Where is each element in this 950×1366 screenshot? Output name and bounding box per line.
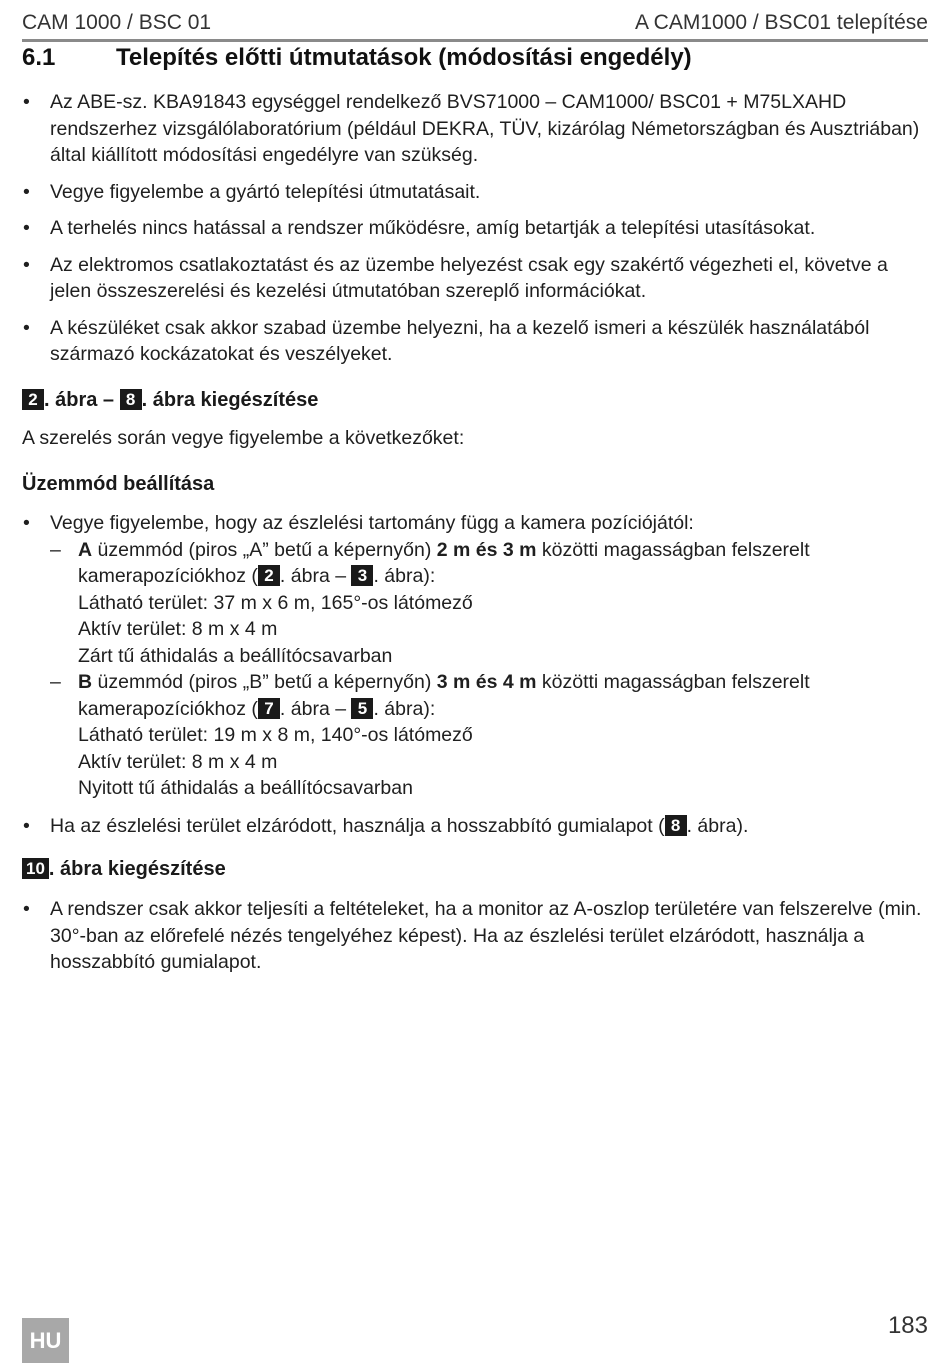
list-item: • A rendszer csak akkor teljesíti a feltételeket, ha a monitor az A-oszlop területére van felszerelve (min. 30°-ban az előrefelé nézés tengelyéhez képest). Ha az észlelési terület elzáródott, használja a hosszabbító gumialapot. [22,896,928,976]
mode-setting-list [22,510,928,802]
mode-a-item [50,537,928,670]
running-header [22,8,928,38]
heading-text: . ábra – [44,389,120,411]
list-item [22,813,928,840]
mode-height: 3 m és 4 m [436,671,537,693]
extension-base-bullet [22,813,928,840]
mode-text: üzemmód (piros „B” betű a képernyőn) [92,671,437,693]
mode-letter: A [78,538,93,561]
pin-bridge-note: Zárt tű áthidalás a beállítócsavarban [78,644,393,667]
supplement-intro-text: A szerelés során vegye figyelembe a következőket: [22,427,465,449]
mode-b-item [50,669,928,802]
mode-letter: B [78,671,93,693]
active-area: Aktív terület: 8 m x 4 m [78,750,278,773]
list-item: • A terhelés nincs hatással a rendszer működésre, amíg betartják a telepítési utasításokat. [22,215,928,242]
mode-text: . ábra): [373,697,436,720]
visible-area: Látható terület: 19 m x 8 m, 140°-os látómező [78,724,473,746]
figure-number-badge: 8 [665,815,687,836]
list-item-text: Vegye figyelembe, hogy az észlelési tartomány függ a kamera pozíciójától: [50,512,694,534]
figure-number-badge: 10 [22,858,49,879]
pin-bridge-note: Nyitott tű áthidalás a beállítócsavarban [78,777,413,799]
mode-text: . ábra): [373,565,436,587]
visible-area: Látható terület: 37 m x 6 m, 165°-os látómező [78,591,473,614]
list-item [22,510,928,802]
figure-number-badge: 2 [22,389,44,410]
list-item: • Az elektromos csatlakoztatást és az üzembe helyezést csak egy szakértő végezheti el, követve a jelen összeszerelési és kezelési útmutatóban szereplő információkat. [22,252,928,305]
figure-number-badge: 2 [258,565,280,586]
list-item: • A készüléket csak akkor szabad üzembe helyezni, ha a kezelő ismeri a készülék használatából származó kockázatokat és veszélyeket. [22,315,928,368]
section-number: 6.1 [22,44,56,71]
section-title: Telepítés előtti útmutatások (módosítási engedély) [116,44,692,71]
header-left: CAM 1000 / BSC 01 [22,11,212,34]
list-item-text: Ha az észlelési terület elzáródott, használja a hosszabbító gumialapot ( [50,815,665,837]
mode-text: közötti magasságban felszerelt kamerapozíciókhoz ( [78,538,810,587]
list-item: • Vegye figyelembe a gyártó telepítési útmutatásait. [22,179,928,206]
heading-text: . ábra kiegészítése [141,389,319,411]
header-divider [22,39,928,42]
mode-text: üzemmód (piros „A” betű a képernyőn) [92,538,437,561]
active-area: Aktív terület: 8 m x 4 m [78,618,278,640]
mode-height: 2 m és 3 m [436,538,537,561]
intro-bullet-list [22,89,928,368]
figure-number-badge: 3 [351,565,373,586]
figure-number-badge: 8 [120,389,142,410]
figure-10-supplement-heading [22,858,928,881]
figure-number-badge: 5 [351,698,373,719]
mode-setting-heading: Üzemmód beállítása [22,473,215,495]
list-item: • Az ABE-sz. KBA91843 egységgel rendelkező BVS71000 – CAM1000/ BSC01 + M75LXAHD rendszerhez vizsgálólaboratórium (például DEKRA, TÜV, kizárólag Németországban és Ausztriában) által kiállított módosítási engedélyre van szükség. [22,89,928,169]
figure-number-badge: 7 [258,698,280,719]
page-number: 183 [887,1312,928,1339]
figure-10-bullet-list [22,896,928,976]
list-item-text: . ábra). [686,815,749,837]
mode-text: . ábra – [279,697,352,720]
figure-supplement-heading [22,389,928,412]
mode-text: közötti magasságban felszerelt kamerapozíciókhoz ( [78,671,810,720]
heading-text: . ábra kiegészítése [48,858,226,880]
language-badge: HU [22,1318,69,1363]
section-heading [22,44,692,72]
header-right: A CAM1000 / BSC01 telepítése [634,11,928,34]
mode-text: . ábra – [279,565,352,587]
